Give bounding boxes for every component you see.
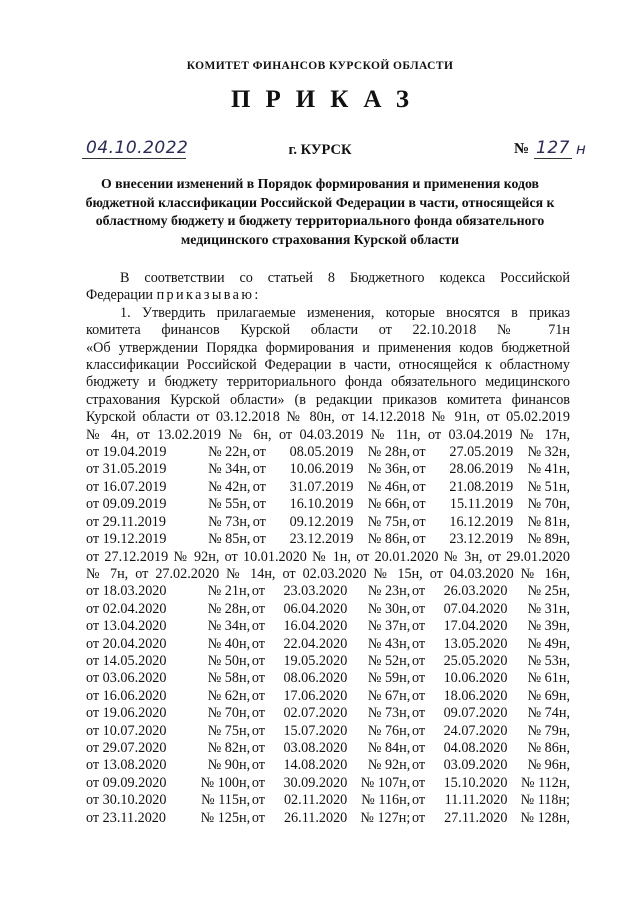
table-cell: № 86н, — [367, 531, 411, 548]
table-cell: от 20.04.2020 — [86, 635, 167, 652]
number-underline — [534, 158, 572, 159]
table-cell: № 39н, — [527, 618, 570, 635]
table-cell: № 75н, — [367, 513, 411, 530]
table-row — [86, 740, 570, 757]
table-cell: 15.07.2020 — [283, 722, 348, 739]
table-cell: от — [251, 687, 265, 704]
table-row — [86, 636, 570, 653]
text-line: комитета финансов Курской области от 22.10.2018 № 71н — [86, 322, 570, 339]
table-row — [86, 653, 570, 670]
table-cell: 09.07.2020 — [443, 705, 508, 722]
table-cell: 27.11.2020 — [444, 809, 508, 826]
intro-text: Федерации — [86, 287, 157, 304]
table-cell: от 16.07.2019 — [86, 478, 167, 495]
table-row — [86, 461, 570, 478]
table-cell: от — [412, 618, 426, 635]
table-cell: от — [251, 757, 265, 774]
text-line: 1. Утвердить прилагаемые изменения, которые вносятся в приказ — [120, 304, 570, 321]
table-cell: № 50н, — [207, 652, 251, 669]
table-cell: № 70н, — [527, 496, 570, 513]
table-cell: от 23.11.2020 — [86, 809, 166, 826]
table-cell: № 67н, — [367, 687, 411, 704]
table-cell: от — [412, 496, 426, 513]
table-cell: № 73н, — [208, 513, 251, 530]
table-cell: 15.10.2020 — [443, 774, 508, 791]
table-cell: от — [252, 461, 266, 478]
table-cell: 23.12.2019 — [449, 531, 514, 548]
table-cell: от 19.06.2020 — [86, 705, 167, 722]
table-cell: № 58н, — [207, 670, 251, 687]
table-cell: от 16.06.2020 — [86, 687, 167, 704]
text-line: «Об утверждении Порядка формирования и применения кодов бюджетной — [86, 339, 570, 356]
table-cell: от — [412, 600, 426, 617]
table-cell: № 49н, — [527, 635, 570, 652]
table-cell: № 89н, — [527, 531, 570, 548]
table-row — [86, 531, 570, 548]
table-cell: 07.04.2020 — [443, 600, 508, 617]
table-row — [86, 479, 570, 496]
table-cell: от 13.08.2020 — [86, 757, 167, 774]
table-cell: от — [412, 635, 426, 652]
handwritten-number: 127 — [536, 138, 570, 158]
table-cell: от — [412, 670, 426, 687]
table-cell: № 25н, — [527, 583, 570, 600]
table-cell: 13.05.2020 — [443, 635, 508, 652]
table-cell: от — [412, 792, 426, 809]
table-cell: 26.03.2020 — [443, 583, 508, 600]
table-cell: 08.06.2020 — [283, 670, 348, 687]
table-cell: 09.12.2019 — [289, 513, 354, 530]
table-cell: 27.05.2019 — [449, 444, 514, 461]
table-cell: 03.08.2020 — [283, 739, 348, 756]
table-cell: от — [252, 513, 266, 530]
city-label: г. КУРСК — [288, 142, 352, 158]
table-cell: № 62н, — [207, 687, 251, 704]
table-cell: от — [252, 444, 266, 461]
text-line: № 7н, от 27.02.2020 № 14н, от 02.03.2020 № 15н, от 04.03.2020 № 16н, — [86, 565, 570, 582]
table-cell: № 86н, — [527, 739, 570, 756]
table-row — [86, 810, 570, 827]
table-cell: от 14.05.2020 — [86, 652, 167, 669]
table-cell: 03.09.2020 — [443, 757, 508, 774]
table-cell: 02.07.2020 — [283, 705, 348, 722]
table-cell: 16.10.2019 — [289, 496, 354, 513]
table-cell: от — [412, 687, 426, 704]
handwritten-date: 04.10.2022 — [86, 138, 189, 158]
table-cell: от 30.10.2020 — [86, 792, 167, 809]
table-cell: 31.07.2019 — [289, 478, 354, 495]
table-cell: 21.08.2019 — [449, 478, 514, 495]
table-cell: № 61н, — [527, 670, 570, 687]
table-cell: № 53н, — [527, 652, 570, 669]
table-cell: № 112н, — [521, 774, 570, 791]
table-row — [86, 670, 570, 687]
table-cell: 08.05.2019 — [289, 444, 354, 461]
table-cell: от — [251, 774, 265, 791]
table-cell: № 84н, — [367, 739, 411, 756]
table-cell: № 37н, — [367, 618, 411, 635]
table-cell: № 42н, — [208, 478, 251, 495]
table-cell: от 19.04.2019 — [86, 444, 167, 461]
table-cell: от 18.03.2020 — [86, 583, 167, 600]
table-cell: от 29.11.2019 — [86, 513, 166, 530]
table-cell: от — [412, 513, 426, 530]
table-cell: № 73н, — [367, 705, 411, 722]
table-cell: от — [251, 600, 265, 617]
table-cell: от — [412, 478, 426, 495]
table-cell: 23.03.2020 — [283, 583, 348, 600]
table-cell: от 19.12.2019 — [86, 531, 167, 548]
table-cell: № 76н, — [367, 722, 411, 739]
table-row — [86, 757, 570, 774]
table-cell: № 52н, — [367, 652, 411, 669]
table-cell: № 75н, — [207, 722, 251, 739]
table-cell: № 30н, — [367, 600, 411, 617]
text-line: № 4н, от 13.02.2019 № 6н, от 04.03.2019 № 11н, от 03.04.2019 № 17н, — [86, 426, 570, 443]
table-cell: от — [412, 705, 426, 722]
table-cell: 10.06.2019 — [289, 461, 354, 478]
table-cell: № 36н, — [367, 461, 411, 478]
table-row — [86, 618, 570, 635]
table-cell: № 46н, — [367, 478, 411, 495]
table-cell: от — [251, 809, 265, 826]
table-cell: № 69н, — [527, 687, 570, 704]
table-cell: 02.11.2020 — [283, 792, 348, 809]
table-cell: № 28н, — [207, 600, 251, 617]
reference-table-2 — [86, 583, 570, 827]
table-cell: № 32н, — [527, 444, 570, 461]
table-cell: от 13.04.2020 — [86, 618, 167, 635]
table-cell: № 41н, — [527, 461, 570, 478]
table-cell: № 107н, — [360, 774, 411, 791]
table-cell: от — [412, 531, 426, 548]
document-body — [86, 270, 570, 827]
table-cell: № 51н, — [527, 478, 570, 495]
table-cell: № 79н, — [527, 722, 570, 739]
table-cell: от — [412, 444, 426, 461]
table-cell: № 40н, — [207, 635, 251, 652]
table-cell: от 31.05.2019 — [86, 461, 167, 478]
table-row — [86, 705, 570, 722]
table-cell: № 90н, — [207, 757, 251, 774]
table-cell: от — [251, 739, 265, 756]
table-row — [86, 583, 570, 600]
table-cell: от 03.06.2020 — [86, 670, 167, 687]
table-cell: № 81н, — [527, 513, 570, 530]
table-cell: 04.08.2020 — [443, 739, 508, 756]
number-label: № — [514, 141, 530, 157]
table-row — [86, 723, 570, 740]
handwritten-number-suffix: н — [576, 140, 587, 158]
table-cell: от — [251, 635, 265, 652]
table-cell: № 92н, — [367, 757, 411, 774]
table-row — [86, 514, 570, 531]
table-cell: 30.09.2020 — [283, 774, 348, 791]
table-cell: № 34н, — [208, 461, 251, 478]
intro-line: В соответствии со статьей 8 Бюджетного кодекса Российской — [120, 270, 570, 286]
document-title: ПРИКАЗ — [231, 86, 424, 113]
text-line: от 27.12.2019 № 92н, от 10.01.2020 № 1н, от 20.01.2020 № 3н, от 29.01.2020 — [86, 548, 570, 565]
table-cell: от — [412, 774, 426, 791]
table-cell: 16.04.2020 — [283, 618, 348, 635]
table-cell: от 10.07.2020 — [86, 722, 167, 739]
document-subject: О внесении изменений в Порядок формирования и применения кодов бюджетной классификации Российской Федерации в части, относящейся к областному бюджету и бюджету территориального фонда обязательного медицинского страхования Курской области — [85, 176, 555, 247]
table-cell: № 28н, — [367, 444, 411, 461]
table-cell: № 128н, — [520, 809, 570, 826]
table-cell: 25.05.2020 — [443, 652, 508, 669]
table-cell: № 127н; — [360, 809, 411, 826]
table-row — [86, 688, 570, 705]
table-cell: от — [251, 792, 265, 809]
table-row — [86, 792, 570, 809]
table-cell: от 29.07.2020 — [86, 739, 167, 756]
table-cell: 11.11.2020 — [444, 792, 508, 809]
table-cell: от 09.09.2019 — [86, 496, 167, 513]
table-cell: № 118н; — [520, 792, 570, 809]
table-cell: № 55н, — [208, 496, 251, 513]
table-cell: № 59н, — [367, 670, 411, 687]
table-cell: от — [252, 496, 266, 513]
text-line: бюджету и бюджету территориального фонда обязательного медицинского — [86, 374, 570, 391]
table-cell: 23.12.2019 — [289, 531, 354, 548]
table-cell: от — [251, 652, 265, 669]
table-cell: от 09.09.2020 — [86, 774, 167, 791]
table-row — [86, 444, 570, 461]
table-cell: № 21н, — [207, 583, 251, 600]
table-cell: № 96н, — [527, 757, 570, 774]
table-cell: 19.05.2020 — [283, 652, 348, 669]
table-cell: № 43н, — [367, 635, 411, 652]
text-line: страхования Курской области» (в редакции приказов комитета финансов — [86, 391, 570, 408]
table-cell: от — [412, 461, 426, 478]
table-cell: № 22н, — [208, 444, 251, 461]
table-cell: 10.06.2020 — [443, 670, 508, 687]
intro-line-2 — [86, 287, 570, 304]
table-cell: 06.04.2020 — [283, 600, 348, 617]
table-cell: № 66н, — [367, 496, 411, 513]
table-cell: 16.12.2019 — [449, 513, 514, 530]
table-cell: № 82н, — [207, 739, 251, 756]
table-cell: 15.11.2019 — [449, 496, 514, 513]
table-cell: от — [251, 670, 265, 687]
table-cell: 22.04.2020 — [283, 635, 348, 652]
organization-name: КОМИТЕТ ФИНАНСОВ КУРСКОЙ ОБЛАСТИ — [186, 60, 454, 72]
table-cell: № 34н, — [207, 618, 251, 635]
table-cell: от — [412, 722, 426, 739]
table-cell: от — [412, 757, 426, 774]
table-cell: от 02.04.2020 — [86, 600, 167, 617]
table-cell: № 116н, — [361, 792, 411, 809]
table-cell: № 31н, — [527, 600, 570, 617]
table-cell: 18.06.2020 — [443, 687, 508, 704]
table-cell: № 100н, — [200, 774, 251, 791]
order-word: приказываю: — [156, 287, 261, 304]
text-line: классификации Российской Федерации в части, относящейся к областному — [86, 357, 570, 374]
paragraph-1 — [86, 305, 570, 444]
table-cell: от — [251, 722, 265, 739]
table-cell: 17.04.2020 — [443, 618, 508, 635]
table-cell: от — [251, 583, 265, 600]
table-cell: от — [252, 478, 266, 495]
table-cell: № 70н, — [207, 705, 251, 722]
table-row — [86, 775, 570, 792]
table-row — [86, 496, 570, 513]
table-cell: 24.07.2020 — [443, 722, 508, 739]
table-cell: от — [412, 809, 426, 826]
table-cell: № 23н, — [367, 583, 411, 600]
document-meta-row — [0, 138, 640, 162]
reference-table-1 — [86, 444, 570, 548]
text-line: Курской области от 03.12.2018 № 80н, от 14.12.2018 № 91н, от 05.02.2019 — [86, 409, 570, 426]
table-cell: № 74н, — [527, 705, 570, 722]
table-cell: № 125н, — [200, 809, 251, 826]
table-cell: 17.06.2020 — [283, 687, 348, 704]
paragraph-1-continued — [86, 549, 570, 584]
table-cell: от — [412, 652, 426, 669]
table-cell: № 115н, — [201, 792, 251, 809]
table-cell: 26.11.2020 — [283, 809, 348, 826]
table-cell: от — [251, 705, 265, 722]
table-cell: 28.06.2019 — [449, 461, 514, 478]
table-cell: от — [251, 618, 265, 635]
table-cell: № 85н, — [208, 531, 251, 548]
table-cell: от — [412, 739, 426, 756]
table-cell: 14.08.2020 — [283, 757, 348, 774]
table-row — [86, 601, 570, 618]
table-cell: от — [252, 531, 266, 548]
table-cell: от — [412, 583, 426, 600]
